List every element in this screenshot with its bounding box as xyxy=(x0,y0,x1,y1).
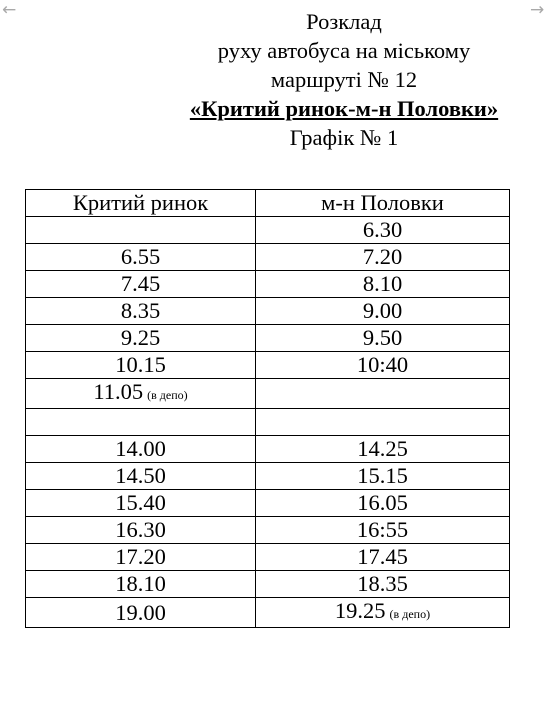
departure-polovky xyxy=(256,298,510,325)
departure-krytyi-rynok xyxy=(26,217,256,244)
departure-krytyi-rynok xyxy=(26,571,256,598)
back-arrow-icon[interactable]: ← xyxy=(2,0,17,20)
departure-time: 17.45 xyxy=(357,544,408,569)
departure-time: 7.20 xyxy=(362,244,403,269)
departure-time: 15.15 xyxy=(357,463,408,488)
departure-time: 15.40 xyxy=(115,490,166,515)
departure-krytyi-rynok xyxy=(26,436,256,463)
timetable xyxy=(25,189,510,628)
departure-polovky xyxy=(256,544,510,571)
departure-krytyi-rynok xyxy=(26,544,256,571)
departure-krytyi-rynok xyxy=(26,409,256,436)
departure-polovky xyxy=(256,436,510,463)
departure-time: 19.00 xyxy=(115,599,166,625)
departure-time: 17.20 xyxy=(115,544,166,569)
departure-krytyi-rynok xyxy=(26,298,256,325)
departure-time: 16.05 xyxy=(357,490,408,515)
departure-time: 14.00 xyxy=(115,436,166,461)
table-row xyxy=(26,517,510,544)
departure-time: 6.55 xyxy=(120,244,161,269)
departure-krytyi-rynok xyxy=(26,517,256,544)
departure-polovky xyxy=(256,490,510,517)
table-row xyxy=(26,325,510,352)
departure-polovky xyxy=(256,517,510,544)
forward-arrow-icon[interactable]: → xyxy=(530,0,545,20)
departure-time: 8.35 xyxy=(120,298,161,323)
departure-time: 14.25 xyxy=(357,436,408,461)
departure-time: 19.25 xyxy=(334,598,386,623)
title-line-2: руху автобуса на міському xyxy=(217,38,471,63)
departure-polovky xyxy=(256,571,510,598)
table-row xyxy=(26,298,510,325)
table-row xyxy=(26,544,510,571)
departure-time: 9.25 xyxy=(120,325,161,350)
table-row xyxy=(26,271,510,298)
schedule-number: Графік № 1 xyxy=(289,125,399,150)
departure-krytyi-rynok xyxy=(26,463,256,490)
departure-polovky xyxy=(256,598,510,628)
table-row xyxy=(26,217,510,244)
departure-time: 9.00 xyxy=(362,298,403,323)
departure-time: 8.10 xyxy=(362,271,403,296)
departure-time: 9.50 xyxy=(362,325,403,350)
departure-krytyi-rynok xyxy=(26,325,256,352)
departure-krytyi-rynok xyxy=(26,244,256,271)
depot-note: (в депо) xyxy=(147,388,188,402)
table-header-row xyxy=(26,190,510,217)
document-header xyxy=(140,7,548,152)
departure-time: 6.30 xyxy=(362,217,403,242)
departure-time: 11.05 xyxy=(93,379,144,404)
departure-krytyi-rynok xyxy=(26,271,256,298)
departure-time: 10.15 xyxy=(115,352,166,377)
column-header-krytyi-rynok: Критий ринок xyxy=(26,190,256,217)
depot-note: (в депо) xyxy=(389,607,431,621)
route-name: «Критий ринок-м-н Половки» xyxy=(189,96,499,121)
table-row xyxy=(26,436,510,463)
departure-time: 18.35 xyxy=(357,571,408,596)
departure-polovky xyxy=(256,217,510,244)
departure-polovky xyxy=(256,244,510,271)
table-row xyxy=(26,352,510,379)
table-row xyxy=(26,598,510,628)
title-line-1: Розклад xyxy=(306,9,382,34)
departure-polovky xyxy=(256,325,510,352)
table-row xyxy=(26,571,510,598)
departure-time: 7.45 xyxy=(120,271,161,296)
departure-time: 16:55 xyxy=(356,517,409,542)
table-row xyxy=(26,490,510,517)
departure-time: 18.10 xyxy=(115,571,166,596)
column-header-polovky: м-н Половки xyxy=(256,190,510,217)
title-line-3: маршруті № 12 xyxy=(270,67,418,92)
departure-krytyi-rynok xyxy=(26,352,256,379)
departure-krytyi-rynok xyxy=(26,490,256,517)
departure-time: 16.30 xyxy=(115,517,166,542)
departure-time: 14.50 xyxy=(115,463,166,488)
table-row xyxy=(26,244,510,271)
departure-polovky xyxy=(256,352,510,379)
departure-polovky xyxy=(256,379,510,409)
table-row xyxy=(26,409,510,436)
departure-time: 10:40 xyxy=(356,352,409,377)
table-row xyxy=(26,463,510,490)
departure-krytyi-rynok xyxy=(26,598,256,628)
departure-polovky xyxy=(256,463,510,490)
table-row xyxy=(26,379,510,409)
departure-krytyi-rynok xyxy=(26,379,256,409)
departure-polovky xyxy=(256,271,510,298)
departure-polovky xyxy=(256,409,510,436)
